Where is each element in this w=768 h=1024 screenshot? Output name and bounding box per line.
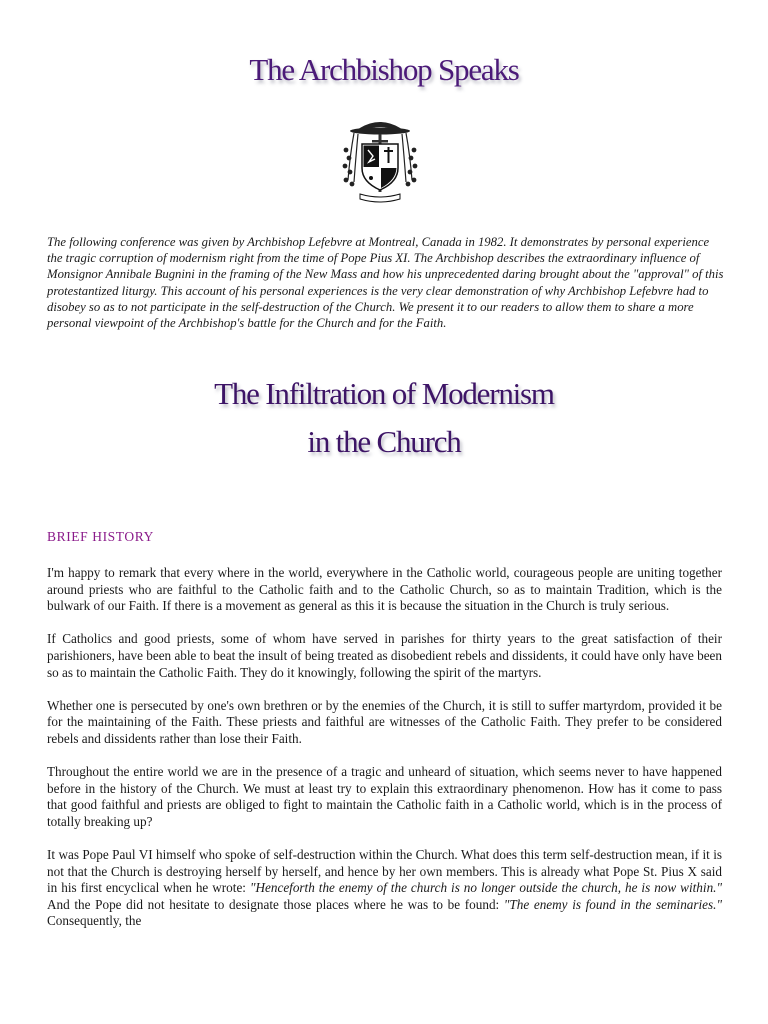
paragraph-text: Consequently, the (47, 913, 142, 929)
paragraph-text: And the Pope did not hesitate to designate those places where he was to be found: (47, 896, 504, 912)
page-title: The Archbishop Speaks (249, 52, 519, 87)
introduction-text: The following conference was given by Archbishop Lefebvre at Montreal, Canada in 1982. It demonstrates by personal experience the tragic corruption of modernism right from the time of Pope Pius XI. The Archbishop describes the extraordinary influence of Monsignor Annibale Bugnini in the framing of the New Mass and how his unprecedented daring brought about the "approval" of this protestantized liturgy. This account of his personal experiences is the very clear demonstration of why Archbishop Lefebvre had to disobey so as to not participate in the self-destruction of the Church. We present it to our readers to allow them to share a more personal viewpoint of the Archbishop's battle for the Church and for the Faith. (47, 235, 724, 331)
quotation: "The enemy is found in the seminaries." (503, 896, 723, 912)
paragraph: Throughout the entire world we are in the presence of a tragic and unheard of situation, which seems never to have happened before in the history of the Church. We must at least try to explain this extraordinary phenomenon. How has it come to pass that good faithful and priests are obliged to fight to maintain the Catholic faith in a Catholic world, which is in the process of totally breaking up? (47, 764, 722, 829)
article-title-line-2: in the Church (307, 424, 461, 459)
article-title-line-1: The Infiltration of Modernism (214, 376, 554, 411)
article-title (0, 370, 768, 466)
paragraph (47, 847, 722, 930)
paragraph: If Catholics and good priests, some of whom have served in parishes for thirty years to the great satisfaction of their parishioners, have been able to beat the insult of being treated as disobedient rebels and dissidents, it could have only have been so as to maintain the Catholic Faith. They do it knowingly, following the spirit of the martyrs. (47, 631, 722, 680)
section-heading: BRIEF HISTORY (47, 529, 154, 544)
paragraph: Whether one is persecuted by one's own brethren or by the enemies of the Church, it is still to suffer martyrdom, provided it be for the maintaining of the Faith. These priests and faithful are witnesses of the Catholic Faith. They prefer to be considered rebels and dissidents rather than lose their Faith. (47, 697, 722, 746)
coat-of-arms-icon (340, 110, 420, 205)
paragraph: I'm happy to remark that every where in the world, everywhere in the Catholic world, courageous people are uniting together around priests who are faithful to the Catholic faith and to the Catholic Church, so as to maintain Tradition, which is the bulwark of our Faith. If there is a movement as general as this it is because the situation in the Church is truly serious. (47, 565, 722, 614)
paragraph-text: It was Pope Paul VI himself who spoke of self-destruction within the Church. What does this term self-destruction mean, if it is not that the Church is destroying herself by herself, and hence by her own members. This is already what Pope St. Pius X said in his first encyclical when he wrote: (47, 847, 722, 896)
article-body (47, 565, 722, 947)
quotation: "Henceforth the enemy of the church is no longer outside the church, he is now within." (249, 880, 722, 896)
